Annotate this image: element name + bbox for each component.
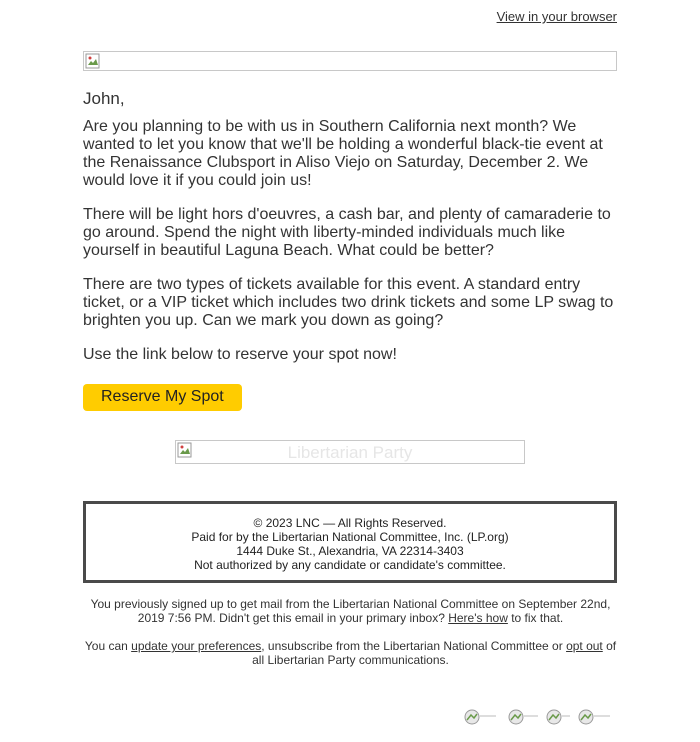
body-paragraph: Use the link below to reserve your spot now!: [83, 346, 397, 363]
logo-alt-text: Libertarian Party: [287, 443, 413, 462]
address-line: 1444 Duke St., Alexandria, VA 22314-3403: [236, 544, 464, 558]
libertarian-party-logo[interactable]: [175, 440, 525, 464]
view-in-browser-link[interactable]: View in your browser: [496, 9, 617, 24]
header-banner-image: [83, 51, 617, 71]
prefs-text: of all Libertarian Party communications.: [252, 639, 617, 667]
body-paragraph: Are you planning to be with us in Southern California next month? We wanted to let you know that we'll be holding a wonderful black-tie event at the Renaissance Clubsport in Aliso Viejo on Saturday, December 2. We would love it if you could join us!: [83, 118, 603, 189]
body-paragraph: There will be light hors d'oeuvres, a cash bar, and plenty of camaraderie to go around. Spend the night with liberty-minded individuals much like yourself in beautiful Laguna Beach. What could be better?: [83, 206, 611, 259]
instagram-icon[interactable]: [576, 707, 612, 727]
email-body: [83, 89, 618, 411]
signup-notice: [83, 597, 618, 625]
legal-disclaimer-box: [83, 501, 617, 583]
update-preferences-link[interactable]: update your preferences: [131, 639, 262, 653]
reserve-my-spot-button[interactable]: Reserve My Spot: [83, 384, 242, 411]
signup-notice-text: You previously signed up to get mail from the Libertarian National Committee on September 22nd, 2019 7:56 PM. Didn't get this email in your primary inbox?: [90, 597, 611, 625]
heres-how-link[interactable]: Here's how: [448, 611, 508, 625]
prefs-text: , unsubscribe from the Libertarian National Committee or: [261, 639, 567, 653]
youtube-icon[interactable]: [544, 707, 580, 727]
social-icons: [462, 707, 622, 727]
signup-notice-text-end: to fix that.: [507, 611, 564, 625]
body-paragraph: There are two types of tickets available for this event. A standard entry ticket, or a VIP ticket which includes two drink tickets and some LP swag to brighten you up. Can we mark you down as going?: [83, 276, 614, 329]
not-authorized-line: Not authorized by any candidate or candidate's committee.: [194, 558, 506, 572]
twitter-icon[interactable]: [506, 707, 542, 727]
opt-out-link[interactable]: opt out: [566, 639, 603, 653]
facebook-icon[interactable]: [462, 707, 498, 727]
prefs-text: You can: [84, 639, 132, 653]
paid-for-line: Paid for by the Libertarian National Committee, Inc. (LP.org): [191, 530, 509, 544]
preferences-notice: [83, 639, 618, 667]
broken-image-icon: [85, 53, 101, 69]
greeting: John,: [83, 89, 125, 108]
copyright-line: © 2023 LNC — All Rights Reserved.: [253, 516, 447, 530]
